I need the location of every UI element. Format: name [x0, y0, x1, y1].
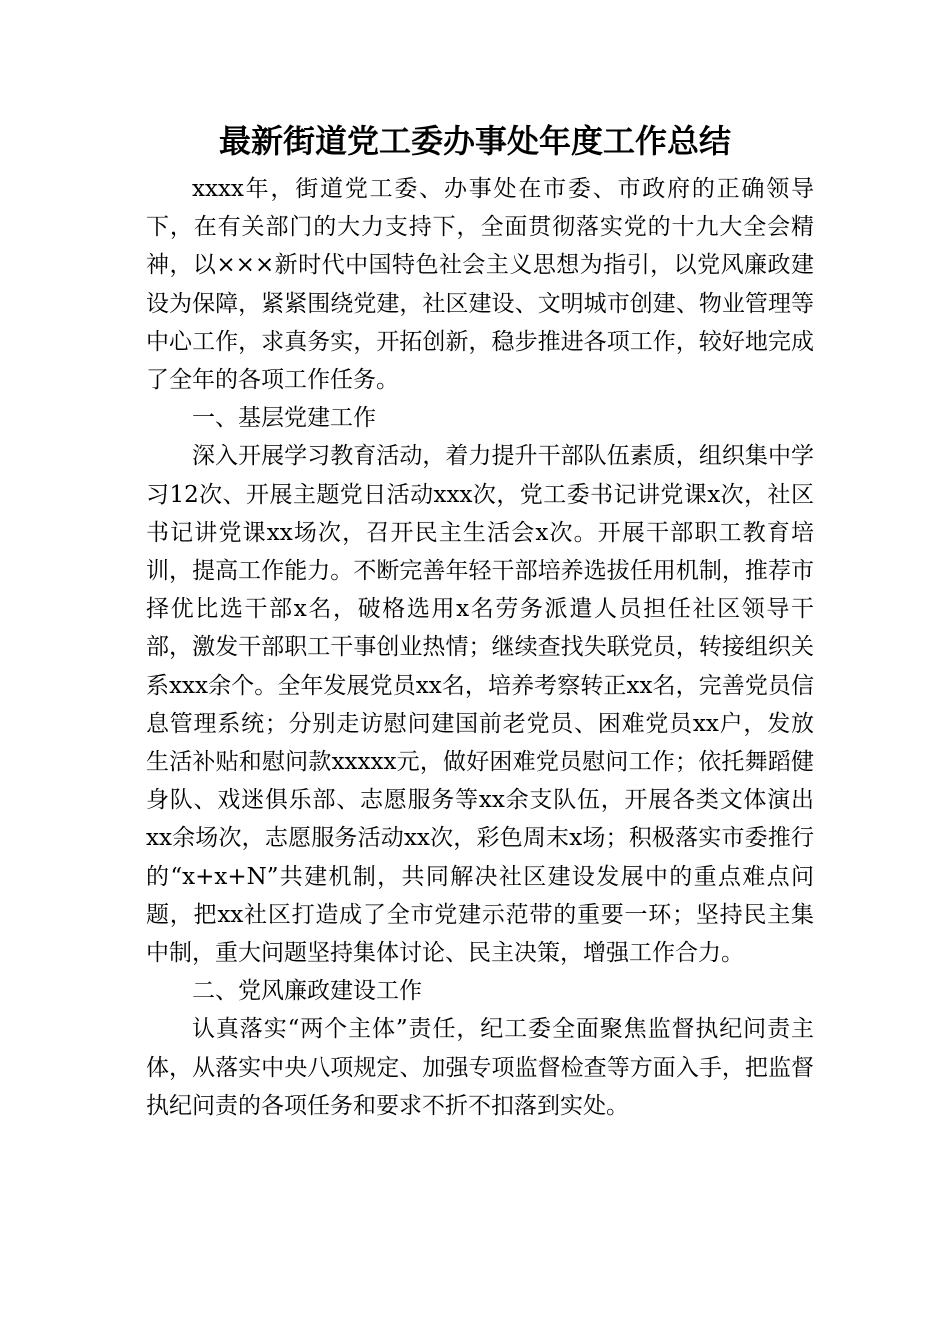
party-building-paragraph: 深入开展学习教育活动，着力提升干部队伍素质，组织集中学习12次、开展主题党日活动xxx次，党工委书记讲党课x次，社区书记讲党课xx场次，召开民主生活会x次。开展干部职工教育培训，提高工作能力。不断完善年轻干部培养选拔任用机制，推荐市择优比选干部x名，破格选用x名劳务派遣人员担任社区领导干部，激发干部职工干事创业热情；继续查找失联党员，转接组织关系xxx余个。全年发展党员xx名，培养考察转正xx名，完善党员信息管理系统；分别走访慰问建国前老党员、困难党员xx户，发放生活补贴和慰问款xxxxx元，做好困难党员慰问工作；依托舞蹈健身队、戏迷俱乐部、志愿服务等xx余支队伍，开展各类文体演出xx余场次，志愿服务活动xx次，彩色周末x场；积极落实市委推行的“x+x+N”共建机制，共同解决社区建设发展中的重点难点问题，把xx社区打造成了全市党建示范带的重要一环；坚持民主集中制，重大问题坚持集体讨论、民主决策，增强工作合力。 — [146, 443, 814, 967]
section-heading-party-building: 一、基层党建工作 — [192, 405, 376, 432]
document-body — [146, 170, 814, 1125]
intro-paragraph: xxxx年，街道党工委、办事处在市委、市政府的正确领导下，在有关部门的大力支持下，全面贯彻落实党的十九大全会精神，以×××新时代中国特色社会主义思想为指引，以党风廉政建设为保障，紧紧围绕党建，社区建设、文明城市创建、物业管理等中心工作，求真务实，开拓创新，稳步推进各项工作，较好地完成了全年的各项工作任务。 — [146, 176, 814, 394]
integrity-paragraph: 认真落实“两个主体”责任，纪工委全面聚焦监督执纪问责主体，从落实中央八项规定、加强专项监督检查等方面入手，把监督执纪问责的各项任务和要求不折不扣落到实处。 — [146, 1016, 814, 1119]
document-title: 最新街道党工委办事处年度工作总结 — [218, 122, 731, 160]
section-heading-integrity: 二、党风廉政建设工作 — [192, 978, 422, 1005]
